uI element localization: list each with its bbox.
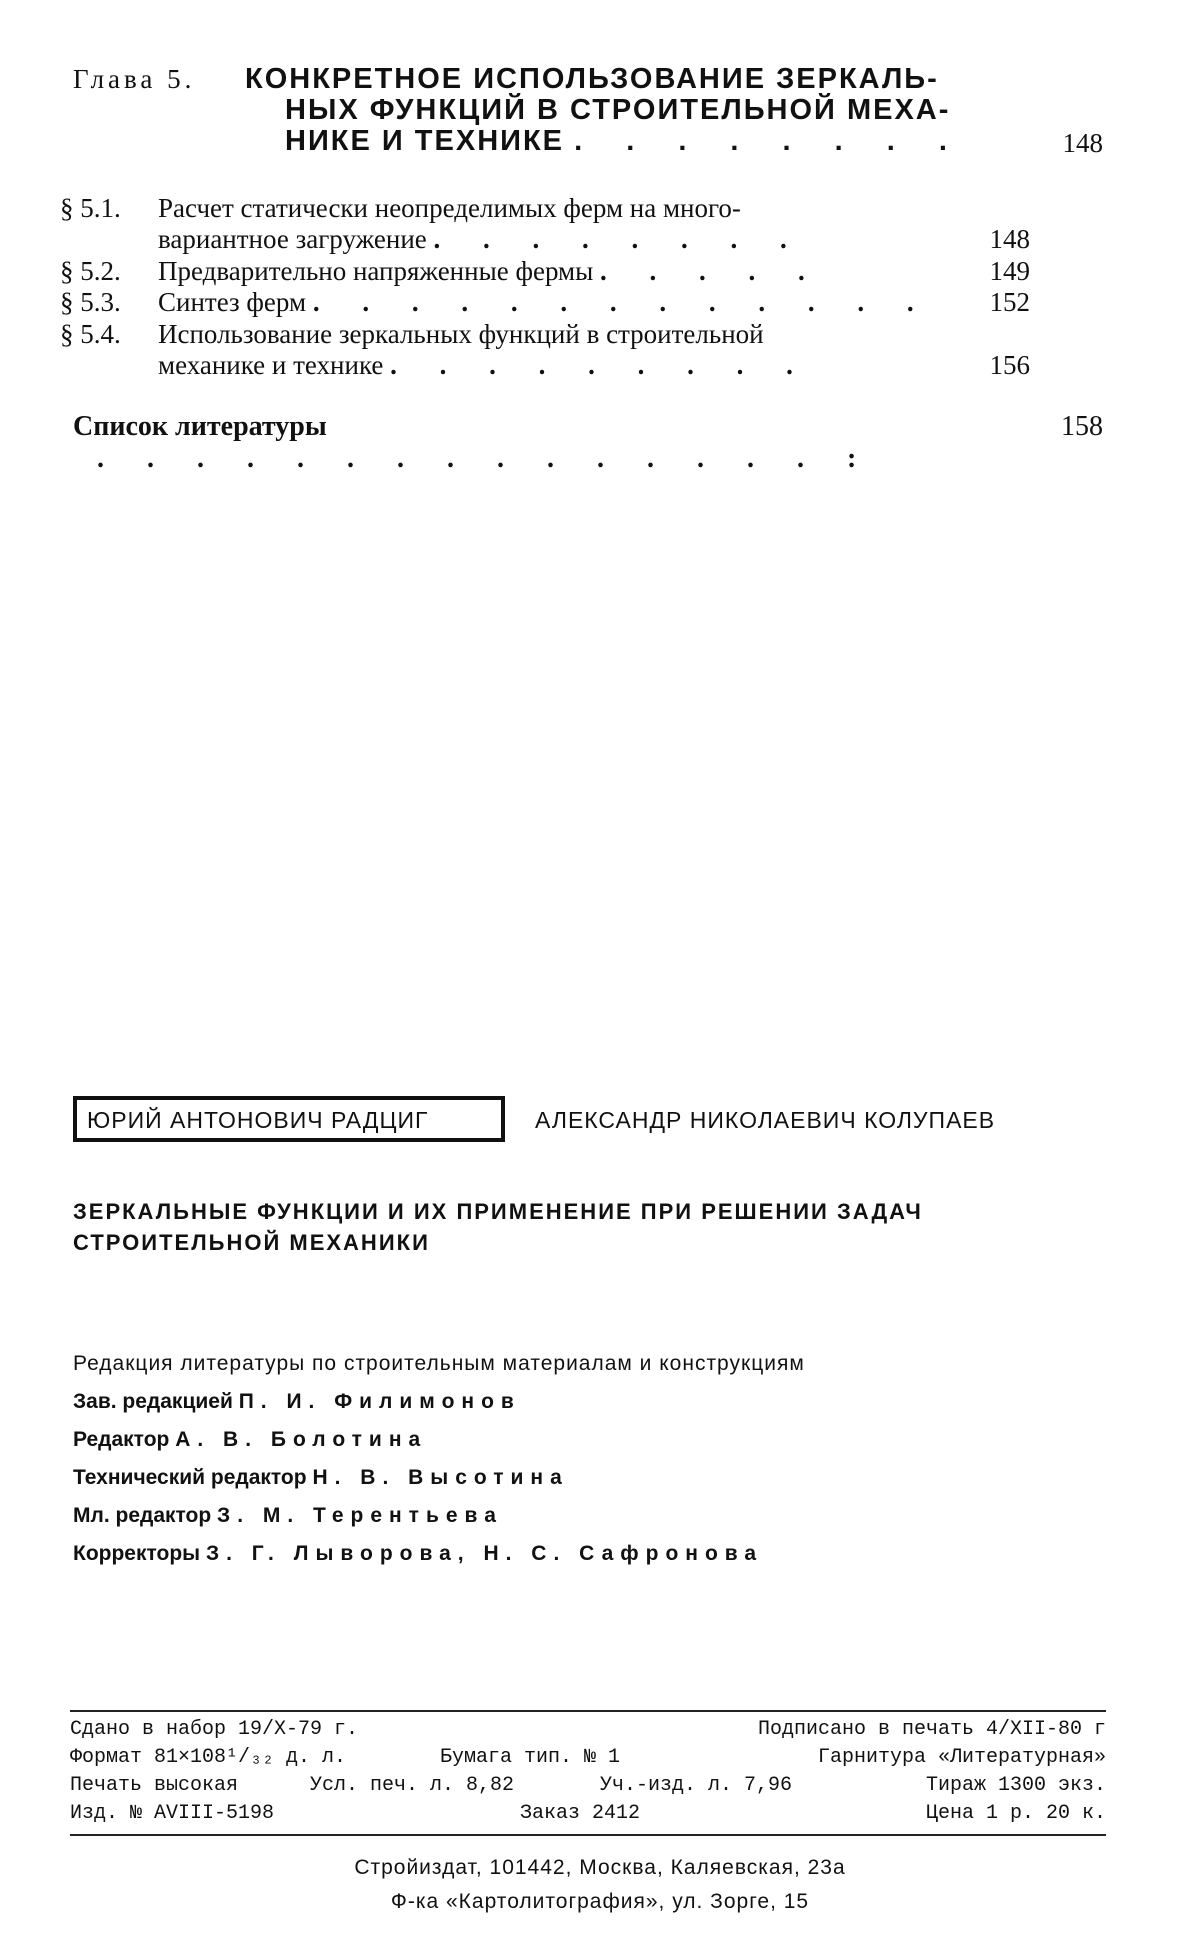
printer-address: Ф-ка «Картолитография», ул. Зорге, 15	[390, 1890, 810, 1913]
colophon-sent-to-typesetting: Сдано в набор 19/X-79 г.	[70, 1718, 359, 1741]
section-page-number: 152	[989, 287, 1030, 317]
toc-section-5-3	[60, 287, 1030, 319]
section-title-line: вариантное загружение	[158, 224, 427, 254]
author-mourning-frame	[73, 1096, 505, 1142]
staff-line	[73, 1535, 1103, 1573]
editorial-staff	[73, 1345, 1103, 1573]
colophon-format: Формат 81×108¹/₃₂ д. л.	[70, 1746, 347, 1769]
staff-line	[73, 1421, 1103, 1459]
chapter-title-line: КОНКРЕТНОЕ ИСПОЛЬЗОВАНИЕ ЗЕРКАЛЬ-	[245, 63, 939, 95]
staff-role: Редактор	[73, 1428, 170, 1451]
staff-name: П. И. Филимонов	[238, 1390, 521, 1413]
leader-dots: . . . . . . . .	[433, 224, 805, 254]
section-title-line: Использование зеркальных функций в строительной	[158, 319, 764, 349]
bibliography-label: Список литературы	[73, 411, 327, 442]
staff-role: Мл. редактор	[73, 1504, 212, 1527]
colophon-pub-no: Изд. № АVIII-5198	[70, 1802, 275, 1825]
toc-bibliography-entry	[73, 411, 1103, 475]
toc-chapter-entry	[73, 64, 1103, 164]
chapter-label: Глава 5.	[73, 64, 196, 94]
section-title-line: механике и технике	[158, 350, 384, 380]
colophon-row	[70, 1716, 1106, 1744]
leader-dots: . . . . . . . .	[574, 125, 965, 157]
staff-line	[73, 1459, 1103, 1497]
editorial-office: Редакция литературы по строительным материалам и конструкциям	[73, 1352, 805, 1375]
leader-dots: . . . . . . . . . . . . .	[312, 287, 932, 317]
colophon	[70, 1716, 1106, 1828]
chapter-title	[245, 64, 1005, 157]
chapter-title-line: НЫХ ФУНКЦИЙ В СТРОИТЕЛЬНОЙ МЕХА-	[285, 94, 951, 126]
colophon-typeface: Гарнитура «Литературная»	[817, 1746, 1106, 1769]
toc-section-5-1	[60, 193, 1030, 257]
publisher-address: Стройиздат, 101442, Москва, Каляевская, 23а	[354, 1856, 846, 1879]
colophon-row	[70, 1744, 1106, 1772]
colophon-conv-sheets: Усл. печ. л. 8,82	[310, 1774, 515, 1797]
colophon-signed-for-print: Подписано в печать 4/XII-80 г	[757, 1718, 1106, 1741]
author-second: АЛЕКСАНДР НИКОЛАЕВИЧ КОЛУПАЕВ	[535, 1107, 996, 1133]
section-number: § 5.2.	[60, 256, 121, 286]
staff-role: Технический редактор	[73, 1466, 307, 1489]
author-deceased: ЮРИЙ АНТОНОВИЧ РАДЦИГ	[87, 1107, 429, 1133]
leader-dots: . . . . . . . . . . . . . . . :	[97, 443, 875, 474]
section-number: § 5.4.	[60, 319, 121, 349]
section-title-line: Предварительно напряженные фермы	[158, 256, 594, 286]
chapter-page-number: 148	[1062, 128, 1103, 158]
colophon-paper: Бумага тип. № 1	[440, 1746, 621, 1769]
staff-role: Зав. редакцией	[73, 1390, 233, 1413]
colophon-price: Цена 1 р. 20 к.	[925, 1802, 1106, 1825]
colophon-row	[70, 1772, 1106, 1800]
section-number: § 5.3.	[60, 287, 121, 317]
colophon-row	[70, 1800, 1106, 1828]
chapter-title-line: НИКЕ И ТЕХНИКЕ	[285, 125, 565, 157]
staff-name: З. М. Терентьева	[217, 1504, 503, 1527]
book-title	[73, 1196, 1103, 1258]
staff-role: Корректоры	[73, 1542, 201, 1565]
staff-name: З. Г. Лыворова, Н. С. Сафронова	[205, 1542, 764, 1565]
colophon-bottom-rule	[70, 1834, 1106, 1836]
leader-dots: . . . . .	[600, 256, 823, 286]
section-title-line: Синтез ферм	[158, 287, 307, 317]
authors-line	[73, 1092, 1103, 1152]
section-page-number: 149	[989, 256, 1030, 286]
colophon-pub-sheets: Уч.-изд. л. 7,96	[600, 1774, 793, 1797]
bibliography-page-number: 158	[1061, 411, 1103, 442]
staff-line	[73, 1383, 1103, 1421]
leader-dots: . . . . . . . . .	[390, 350, 811, 380]
section-page-number: 156	[989, 350, 1030, 380]
section-page-number: 148	[989, 224, 1030, 254]
toc-section-5-4	[60, 319, 1030, 383]
staff-name: Н. В. Высотина	[312, 1466, 569, 1489]
section-title-line: Расчет статически неопределимых ферм на много-	[158, 193, 741, 223]
section-number: § 5.1.	[60, 193, 121, 223]
toc-section-5-2	[60, 256, 1030, 288]
colophon-print-run: Тираж 1300 экз.	[925, 1774, 1106, 1797]
colophon-order: Заказ 2412	[520, 1802, 641, 1825]
book-title-line: СТРОИТЕЛЬНОЙ МЕХАНИКИ	[73, 1230, 430, 1255]
colophon-top-rule	[70, 1710, 1106, 1712]
book-title-line: ЗЕРКАЛЬНЫЕ ФУНКЦИИ И ИХ ПРИМЕНЕНИЕ ПРИ РЕШЕНИИ ЗАДАЧ	[73, 1199, 923, 1224]
colophon-printing: Печать высокая	[70, 1774, 239, 1797]
staff-name: А. В. Болотина	[175, 1428, 428, 1451]
staff-line	[73, 1497, 1103, 1535]
